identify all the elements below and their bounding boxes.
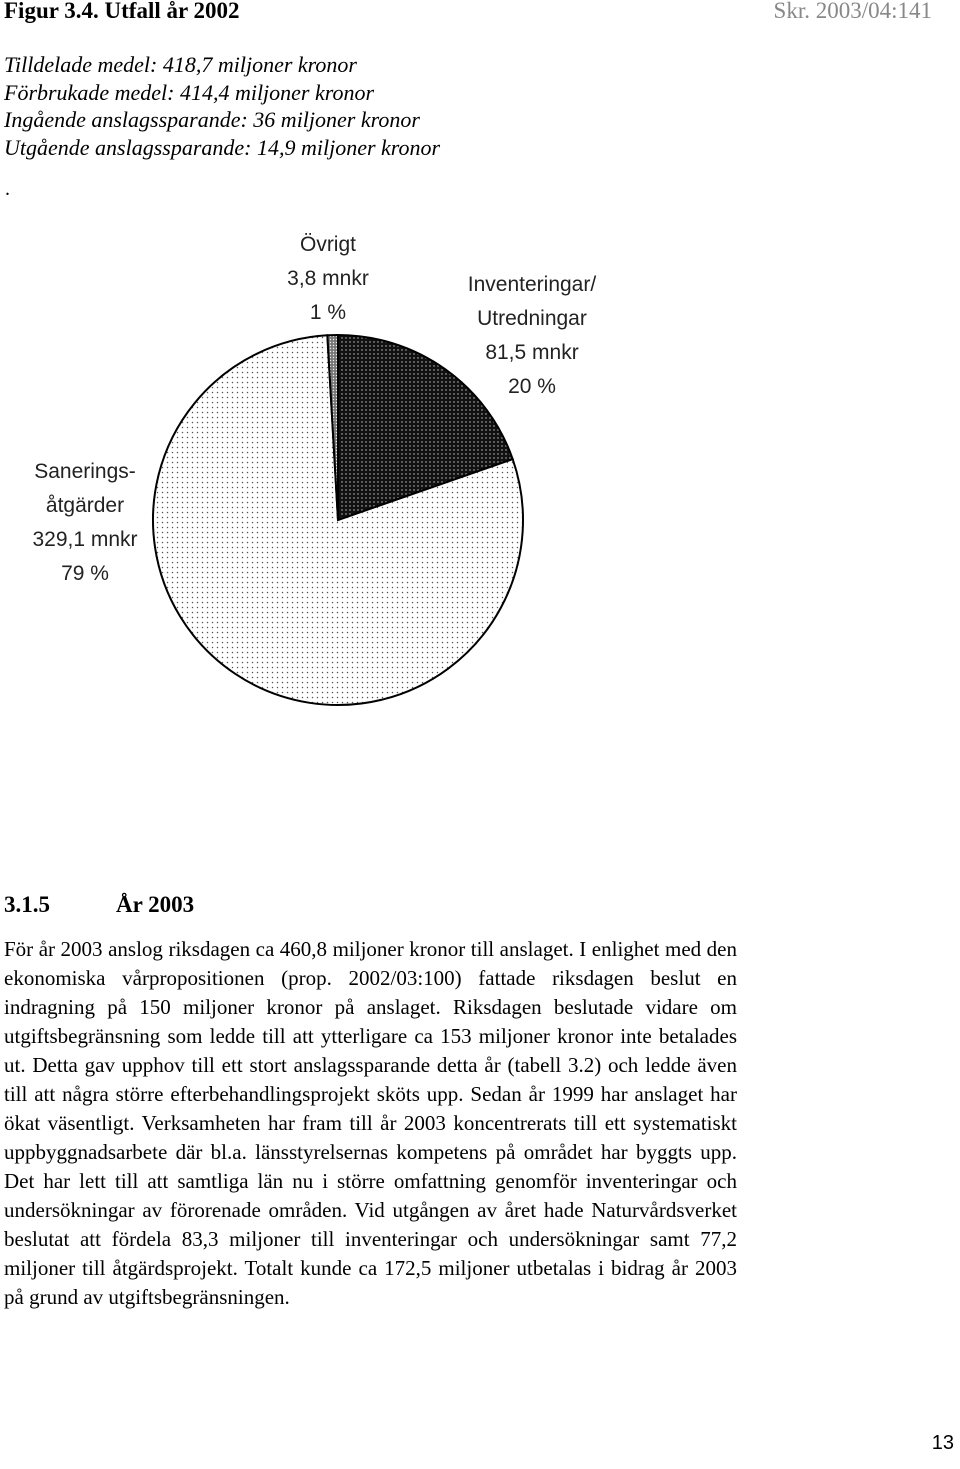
pie-label-line: Utredningar — [477, 307, 587, 330]
page-number: 13 — [931, 1432, 954, 1454]
info-allocated: Tilldelade medel: 418,7 miljoner kronor — [4, 52, 357, 77]
pie-label-line: Sanerings- — [34, 460, 136, 483]
info-incoming-savings: Ingående anslagssparande: 36 miljoner kronor — [4, 107, 420, 132]
section-heading — [4, 892, 194, 918]
pie-chart — [140, 320, 540, 720]
info-consumed: Förbrukade medel: 414,4 miljoner kronor — [4, 79, 375, 105]
pie-label-line: 3,8 mnkr — [287, 267, 369, 290]
pie-slices — [153, 335, 523, 705]
pie-label-line: 20 % — [508, 375, 556, 398]
section-title: År 2003 — [116, 892, 195, 917]
section-number: 3.1.5 — [4, 892, 50, 917]
pie-label-line: 81,5 mnkr — [485, 341, 579, 364]
funding-info — [4, 51, 440, 161]
stray-dot: . — [5, 178, 10, 200]
info-outgoing-savings: Utgående anslagssparande: 14,9 miljoner kronor — [4, 134, 441, 160]
pie-label-line: 1 % — [309, 301, 347, 324]
pie-label-line: Inventeringar/ — [467, 273, 597, 296]
pie-label-line: 79 % — [61, 562, 109, 585]
pie-label-ovrigt — [248, 228, 408, 330]
pie-label-line: åtgärder — [45, 494, 125, 517]
figure-title: Figur 3.4. Utfall år 2002 — [4, 0, 240, 23]
body-paragraph: För år 2003 anslog riksdagen ca 460,8 miljoner kronor till anslaget. I enlighet med den ekonomiska vårpropositionen (prop. 2002/03:100) fattade riksdagen beslut en indragning på 150 miljoner kronor på anslaget. Riksdagen beslutade vidare om utgiftsbegränsning som ledde till att ytterligare ca 153 miljoner kronor inte betalades ut. Detta gav upphov till ett stort anslagssparande detta år (tabell 3.2) och ledde även till att några större efterbehandlingsprojekt sköts upp. Sedan år 1999 har anslaget har ökat väsentligt. Verksamheten har fram till år 2003 koncentrerats till ett systematiskt uppbyggnadsarbete där bl.a. länsstyrelsernas kompetens på området har byggts upp. Det har lett till att samtliga län nu i större omfattning genomför inventeringar och undersökningar av förorenade områden. Vid utgången av året hade Naturvårdsverket beslutat att fördela 83,3 miljoner till inventeringar och undersökningar samt 77,2 miljoner till åtgärdsprojekt. Totalt kunde ca 172,5 miljoner utbetalas i bidrag år 2003 på grund av utgiftsbegränsningen. — [4, 937, 737, 1309]
pie-label-line: 329,1 mnkr — [32, 528, 138, 551]
document-reference: Skr. 2003/04:141 — [773, 0, 932, 23]
pie-label-line: Övrigt — [299, 233, 356, 256]
